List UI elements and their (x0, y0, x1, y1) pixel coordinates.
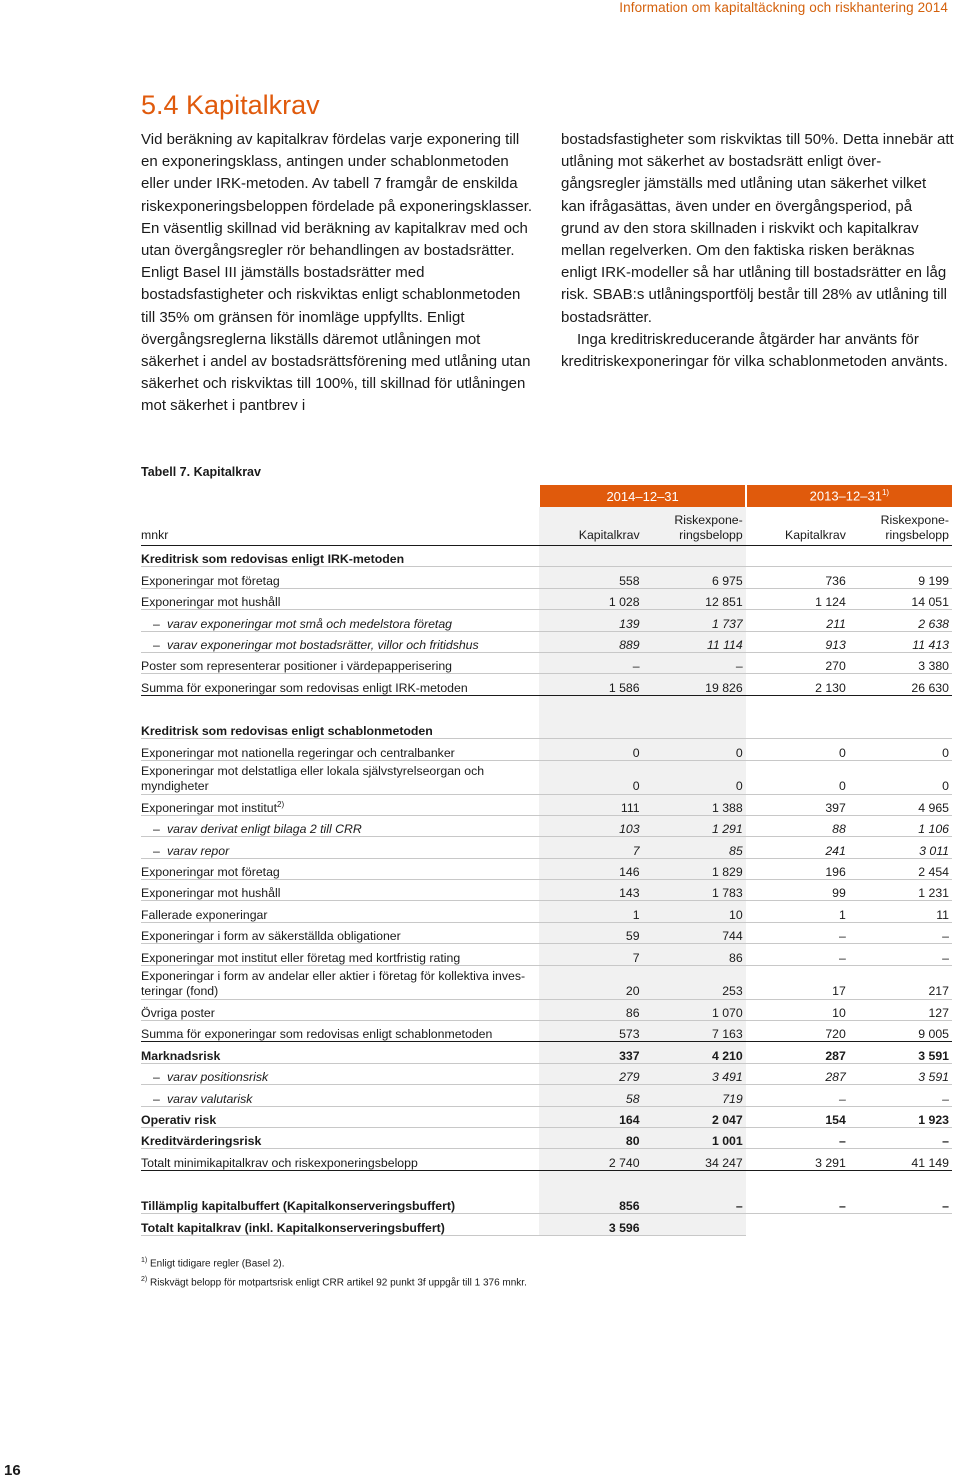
cell-value: 270 (746, 652, 849, 673)
table-row (141, 794, 952, 815)
cell-value: 2 740 (539, 1149, 642, 1170)
cell-value: 0 (643, 739, 746, 760)
cell-value: 2 454 (849, 858, 952, 879)
header-risk-2013-l1: Riskexpone- (880, 513, 949, 527)
header-kapitalkrav-2013: Kapitalkrav (746, 507, 849, 546)
cell-value: 287 (746, 1063, 849, 1084)
cell-value: 913 (746, 631, 849, 652)
table-row (141, 1042, 952, 1063)
row-label-text: Operativ risk (141, 1112, 217, 1127)
cell-value: 1 (539, 901, 642, 922)
cell-value: 2 047 (643, 1106, 746, 1127)
cell-value (539, 546, 642, 567)
year-2013-header (746, 485, 952, 507)
cell-value: 4 965 (849, 794, 952, 815)
table-row (141, 1085, 952, 1106)
cell-value (746, 718, 849, 739)
table-row (141, 588, 952, 609)
cell-value (746, 546, 849, 567)
cell-value (746, 1214, 849, 1235)
header-risk-2013 (849, 507, 952, 546)
cell-value: 154 (746, 1106, 849, 1127)
cell-value: 127 (849, 999, 952, 1020)
table-row (141, 858, 952, 879)
indent-dash: – (153, 616, 160, 631)
cell-value: 86 (539, 999, 642, 1020)
cell-value: – (849, 944, 952, 965)
cell-value: 26 630 (849, 674, 952, 695)
cell-value: 1 737 (643, 610, 746, 631)
cell-value: 143 (539, 880, 642, 901)
cell-value: 7 (539, 837, 642, 858)
cell-value: 3 596 (539, 1214, 642, 1235)
row-label (141, 815, 539, 836)
cell-value: – (849, 1085, 952, 1106)
table-row (141, 837, 952, 858)
row-label (141, 837, 539, 858)
cell-value: – (849, 922, 952, 943)
row-label (141, 1063, 539, 1084)
row-label-text: Exponeringar mot institut eller företag med kortfristig rating (141, 950, 461, 965)
cell-value: 11 114 (643, 631, 746, 652)
running-header: Information om kapitaltäckning och riskhantering 2014 (619, 0, 948, 15)
cell-value: 7 (539, 944, 642, 965)
row-label-text: varav derivat enligt bilaga 2 till CRR (167, 822, 362, 837)
table-row (141, 739, 952, 760)
row-label (141, 999, 539, 1020)
header-risk-2014-l2: ringsbelopp (679, 528, 743, 542)
body-right-column (561, 129, 954, 373)
cell-value: 88 (746, 815, 849, 836)
row-label (141, 922, 539, 943)
indent-dash: – (153, 1091, 160, 1106)
cell-value: 10 (746, 999, 849, 1020)
cell-value (849, 546, 952, 567)
paragraph-right-1: bostadsfastigheter som riskviktas till 50%. Detta innebär att utlåning mot säkerhet av bostadsrätt enligt övergångsregler jämställs med utlåning utan säkerhet vilket kan ifrågasättas, även under en övergångsperiod, på grund av den stora skillnaden i riskvikt och kapitalkrav mellan regelverken. Om den faktiska risken beräknas enligt IRK-modeller så har utlåning till bostadsrätter en låg risk. SBAB:s utlåningsportfölj består till 28% av utlåning till bostadsrätter. (561, 131, 954, 326)
table-row (141, 922, 952, 943)
row-label-text: Exponeringar i form av andelar eller aktier i företag för kollektiva investeringar (fond) (141, 968, 526, 998)
cell-value: 279 (539, 1063, 642, 1084)
cell-value: 1 388 (643, 794, 746, 815)
cell-value: 217 (849, 965, 952, 999)
cell-value: – (539, 652, 642, 673)
row-label (141, 567, 539, 588)
row-label-text: Exponeringar mot företag (141, 865, 280, 880)
cell-value: – (849, 1193, 952, 1214)
cell-value: 720 (746, 1021, 849, 1042)
year-2013-footnote-mark: 1) (881, 488, 890, 498)
cell-value: 1 001 (643, 1127, 746, 1148)
cell-value: 80 (539, 1127, 642, 1148)
cell-value: 11 (849, 901, 952, 922)
cell-value: 0 (746, 739, 849, 760)
row-label-text: Totalt minimikapitalkrav och riskexponeringsbelopp (141, 1155, 418, 1170)
row-label (141, 1021, 539, 1042)
cell-value (643, 718, 746, 739)
cell-value: 2 130 (746, 674, 849, 695)
table-row (141, 567, 952, 588)
cell-value: 196 (746, 858, 849, 879)
row-label-text: varav exponeringar mot små och medelstora företag (167, 616, 453, 631)
cell-value: – (746, 1193, 849, 1214)
row-label (141, 1042, 539, 1063)
cell-value: 1 783 (643, 880, 746, 901)
cell-value: 17 (746, 965, 849, 999)
row-label (141, 794, 539, 815)
row-label-text: Exponeringar mot hushåll (141, 886, 281, 901)
row-label-text: Exponeringar mot hushåll (141, 595, 281, 610)
row-label-text: Summa för exponeringar som redovisas enligt schablonmetoden (141, 1027, 493, 1042)
row-label (141, 880, 539, 901)
cell-value: 10 (643, 901, 746, 922)
cell-value: 1 124 (746, 588, 849, 609)
row-label (141, 546, 539, 567)
row-label-text: varav positionsrisk (167, 1070, 269, 1085)
row-label-text: Exponeringar mot delstatliga eller lokala självstyrelseorgan och myndigheter (141, 763, 485, 793)
cell-value: 1 106 (849, 815, 952, 836)
table-row (141, 1214, 952, 1235)
table-row (141, 815, 952, 836)
row-label (141, 944, 539, 965)
footnote-1-text: Enligt tidigare regler (Basel 2). (150, 1258, 285, 1270)
table-row (141, 1063, 952, 1084)
unit-header: mnkr (141, 507, 539, 546)
cell-value: 287 (746, 1042, 849, 1063)
spacer-row (141, 695, 952, 718)
row-label (141, 718, 539, 739)
cell-value: 3 591 (849, 1063, 952, 1084)
cell-value: – (746, 1085, 849, 1106)
cell-value: 0 (539, 739, 642, 760)
cell-value: 12 851 (643, 588, 746, 609)
table-row (141, 631, 952, 652)
cell-value: 3 291 (746, 1149, 849, 1170)
table-row (141, 652, 952, 673)
year-header-row (141, 485, 952, 507)
cell-value: 9 199 (849, 567, 952, 588)
cell-value: – (746, 944, 849, 965)
cell-value: 99 (746, 880, 849, 901)
row-label-text: Fallerade exponeringar (141, 907, 268, 922)
row-label (141, 631, 539, 652)
cell-value: 1 829 (643, 858, 746, 879)
cell-value (849, 1214, 952, 1235)
row-label-text: Summa för exponeringar som redovisas enligt IRK-metoden (141, 680, 468, 695)
table-row (141, 901, 952, 922)
indent-dash: – (153, 637, 160, 652)
paragraph-left: Vid beräkning av kapitalkrav fördelas varje exponering till en exponeringsklass, antingen under schablonmetoden eller under IRK-metoden. Av tabell 7 framgår de enskilda riskexponeringsbeloppen fördelade på exponeringsklasser. En väsentlig skillnad vid beräkning av kapitalkrav med och utan övergångsregler rör behandlingen av bostadsrätter. Enligt Basel III jämställs bostadsrätter med bostadsfastigheter och riskviktas enligt schablonmetoden till 35% om gränsen för inomläge uppfyllts. Enligt övergångsreglerna likställs däremot utlåningen mot säkerhet i andel av bostadsrättsförening med utlåning utan säkerhet och riskviktas till 100%, till skillnad för utlåningen mot säkerhet i pantbrev i (141, 131, 533, 415)
cell-value: 20 (539, 965, 642, 999)
table-row (141, 880, 952, 901)
spacer-row (141, 1170, 952, 1193)
row-label-text: Exponeringar mot nationella regeringar och centralbanker (141, 745, 455, 760)
indent-dash: – (153, 822, 160, 837)
cell-value: 0 (539, 760, 642, 794)
cell-value: 146 (539, 858, 642, 879)
table-row (141, 760, 952, 794)
row-label-text: Totalt kapitalkrav (inkl. Kapitalkonserveringsbuffert) (141, 1220, 445, 1235)
row-label-text: varav exponeringar mot bostadsrätter, villor och fritidshus (167, 637, 479, 652)
table-row (141, 610, 952, 631)
row-label-text: varav valutarisk (167, 1091, 253, 1106)
table-row (141, 1127, 952, 1148)
section-title: 5.4 Kapitalkrav (141, 90, 320, 120)
cell-value: 719 (643, 1085, 746, 1106)
row-label (141, 1106, 539, 1127)
cell-value: 2 638 (849, 610, 952, 631)
cell-value: 58 (539, 1085, 642, 1106)
row-label (141, 610, 539, 631)
table-row (141, 965, 952, 999)
row-label-text: Övriga poster (141, 1006, 215, 1021)
table-row (141, 546, 952, 567)
row-label (141, 588, 539, 609)
cell-value (849, 718, 952, 739)
footnote-2-mark: 2) (141, 1276, 148, 1284)
row-label (141, 858, 539, 879)
cell-value: 0 (849, 739, 952, 760)
table-row (141, 1193, 952, 1214)
row-label-text: Tillämplig kapitalbuffert (Kapitalkonserveringsbuffert) (141, 1199, 456, 1214)
cell-value: 1 028 (539, 588, 642, 609)
cell-value: 337 (539, 1042, 642, 1063)
cell-value: 111 (539, 794, 642, 815)
cell-value: 59 (539, 922, 642, 943)
footnote-2 (141, 1272, 527, 1291)
cell-value: 397 (746, 794, 849, 815)
cell-value: 14 051 (849, 588, 952, 609)
table-caption: Tabell 7. Kapitalkrav (141, 465, 261, 479)
cell-value: 0 (643, 760, 746, 794)
row-label-text: varav repor (167, 843, 230, 858)
row-footnote-mark: 2) (277, 799, 285, 809)
cell-value: 34 247 (643, 1149, 746, 1170)
cell-value: 253 (643, 965, 746, 999)
cell-value: 889 (539, 631, 642, 652)
cell-value: 1 923 (849, 1106, 952, 1127)
cell-value: 4 210 (643, 1042, 746, 1063)
header-risk-2014-l1: Riskexpone- (674, 513, 743, 527)
cell-value: 0 (849, 760, 952, 794)
row-label (141, 1127, 539, 1148)
table-row (141, 944, 952, 965)
cell-value: 1 070 (643, 999, 746, 1020)
row-label (141, 1149, 539, 1170)
cell-value (539, 718, 642, 739)
cell-value: – (643, 1193, 746, 1214)
table-row (141, 999, 952, 1020)
cell-value: 164 (539, 1106, 642, 1127)
cell-value: 139 (539, 610, 642, 631)
cell-value: 7 163 (643, 1021, 746, 1042)
cell-value: 3 380 (849, 652, 952, 673)
cell-value: 1 586 (539, 674, 642, 695)
row-label-text: Kreditrisk som redovisas enligt schablonmetoden (141, 724, 433, 739)
year-2013-label: 2013–12–31 (809, 488, 882, 504)
column-header-row (141, 507, 952, 546)
row-label-text: Marknadsrisk (141, 1048, 221, 1063)
table-row (141, 718, 952, 739)
table-row (141, 674, 952, 695)
table-row (141, 1021, 952, 1042)
cell-value (643, 546, 746, 567)
body-left-column (141, 129, 538, 418)
cell-value: 9 005 (849, 1021, 952, 1042)
header-risk-2014 (643, 507, 746, 546)
header-kapitalkrav-2014: Kapitalkrav (539, 507, 642, 546)
cell-value: – (849, 1127, 952, 1148)
footnote-1-mark: 1) (141, 1257, 148, 1264)
page-number: 16 (4, 1462, 21, 1479)
cell-value: 1 (746, 901, 849, 922)
row-label-text: Kreditrisk som redovisas enligt IRK-metoden (141, 552, 405, 567)
row-label (141, 1085, 539, 1106)
row-label (141, 739, 539, 760)
cell-value: – (746, 922, 849, 943)
row-label (141, 760, 539, 794)
cell-value (643, 1214, 746, 1235)
row-label-text: Kreditvärderingsrisk (141, 1134, 262, 1149)
row-label-text: Exponeringar mot institut (141, 800, 278, 815)
footnotes (141, 1253, 527, 1292)
row-label (141, 1193, 539, 1214)
footnote-1 (141, 1253, 527, 1272)
table-row (141, 1106, 952, 1127)
paragraph-right-2: Inga kreditriskreducerande åtgärder har använts för kreditriskexponeringar för vilka schablonmetoden använts. (561, 330, 948, 371)
cell-value: 3 011 (849, 837, 952, 858)
year-2014-header: 2014–12–31 (539, 485, 745, 507)
indent-dash: – (153, 1070, 160, 1085)
row-label (141, 652, 539, 673)
cell-value: 0 (746, 760, 849, 794)
cell-value: 85 (643, 837, 746, 858)
indent-dash: – (153, 843, 160, 858)
cell-value: 6 975 (643, 567, 746, 588)
cell-value: 558 (539, 567, 642, 588)
row-label-text: Exponeringar i form av säkerställda obligationer (141, 929, 401, 944)
cell-value: 41 149 (849, 1149, 952, 1170)
table-row (141, 1149, 952, 1170)
cell-value: 103 (539, 815, 642, 836)
row-label-text: Exponeringar mot företag (141, 573, 280, 588)
header-risk-2013-l2: ringsbelopp (885, 528, 949, 542)
cell-value: 744 (643, 922, 746, 943)
row-label-text: Poster som representerar positioner i värdepapperisering (141, 659, 452, 674)
footnote-2-text: Riskvägt belopp för motpartsrisk enligt CRR artikel 92 punkt 3f uppgår till 1 376 mnkr. (150, 1277, 527, 1289)
row-label (141, 1214, 539, 1235)
cell-value: 736 (746, 567, 849, 588)
cell-value: 1 291 (643, 815, 746, 836)
cell-value: 86 (643, 944, 746, 965)
cell-value: 3 591 (849, 1042, 952, 1063)
row-label (141, 674, 539, 695)
cell-value: 856 (539, 1193, 642, 1214)
cell-value: 3 491 (643, 1063, 746, 1084)
row-label (141, 965, 539, 999)
cell-value: 19 826 (643, 674, 746, 695)
row-label (141, 901, 539, 922)
cell-value: 241 (746, 837, 849, 858)
cell-value: 1 231 (849, 880, 952, 901)
cell-value: 573 (539, 1021, 642, 1042)
cell-value: 211 (746, 610, 849, 631)
cell-value: – (746, 1127, 849, 1148)
cell-value: – (643, 652, 746, 673)
capital-requirements-table (141, 485, 952, 1236)
cell-value: 11 413 (849, 631, 952, 652)
